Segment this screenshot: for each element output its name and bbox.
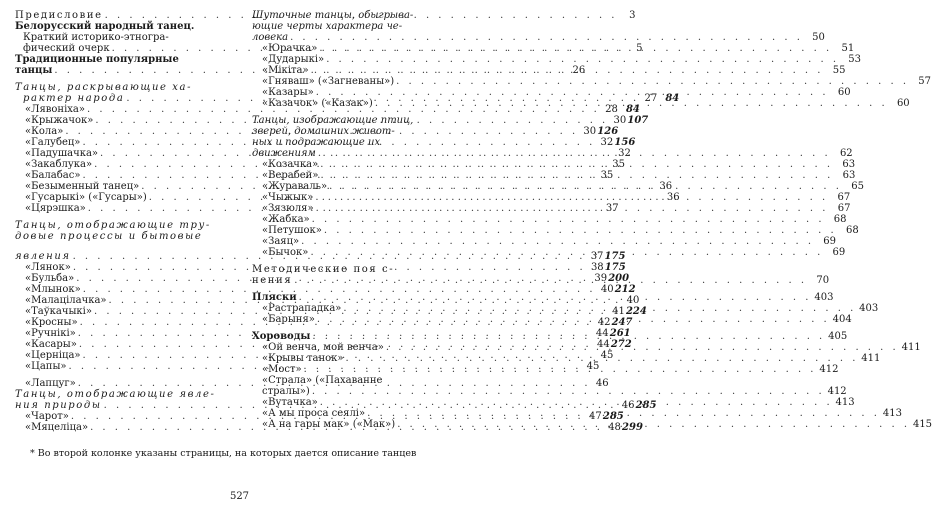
toc-description-page-number: 272 (610, 339, 632, 350)
dot-leader (318, 397, 833, 408)
toc-entry (15, 82, 237, 93)
toc-entry (252, 10, 468, 21)
dot-leader (299, 236, 814, 247)
toc-entry-title: «Заяц» (262, 236, 300, 247)
dot-leader (315, 314, 830, 325)
toc-page-number: 37 (605, 203, 619, 214)
toc-description-page-number: 261 (609, 328, 631, 339)
toc-entry-title: ющие черты характера че- (252, 21, 403, 32)
toc-entry-title: «Закаблука» (25, 159, 93, 170)
toc-entry-title: «Гусарыкі» («Гусары») (25, 192, 147, 203)
toc-entry-title: Методические поя с- (252, 264, 395, 275)
toc-page-number: 30 (613, 115, 627, 126)
toc-entry-title: «Лявоніха» (25, 104, 86, 115)
toc-page-number: 412 (819, 364, 839, 375)
toc-page-number: 63 (842, 159, 856, 170)
toc-description-page-number: 175 (604, 262, 626, 273)
toc-entry-title: «Таўкачыкі» (25, 306, 92, 317)
toc-entry-title: «Цярэшка» (25, 203, 86, 214)
toc-page-number: 63 (842, 170, 856, 181)
toc-entry (252, 137, 468, 148)
toc-entry-title: «Юрачка» (262, 43, 318, 54)
dot-leader (302, 364, 817, 375)
toc-page-number: 415 (912, 419, 932, 430)
toc-description-page-number: 126 (597, 126, 619, 137)
dot-leader (341, 303, 856, 314)
toc-entry-title: Белорусский народный танец. (15, 21, 195, 32)
toc-entry-title: ния природы (15, 400, 102, 411)
toc-entry-title: рактер народа (23, 93, 125, 104)
toc-page-number: 413 (882, 408, 902, 419)
toc-entry-title: «Лянок» (25, 262, 71, 273)
dot-leader (344, 353, 859, 364)
toc-entry (252, 87, 851, 98)
toc-entry (252, 21, 468, 32)
toc-entry-title: «Зязюля» (262, 203, 314, 214)
dot-leader (313, 192, 828, 203)
dot-leader (297, 292, 812, 303)
toc-page-number: 32 (618, 148, 631, 159)
toc-page-number: 411 (901, 342, 921, 353)
footnote: * Во второй колонке указаны страницы, на которых дается описание танцев (30, 448, 417, 459)
toc-entry-title: «Балабас» (25, 170, 81, 181)
toc-entry-title: движениям (252, 148, 316, 159)
dot-leader (310, 331, 825, 342)
toc-page-number: 53 (848, 54, 862, 65)
toc-entry-title: «Малацілачка» (25, 295, 107, 306)
toc-page-number: 47 (589, 411, 602, 422)
toc-entry (252, 76, 932, 87)
dot-leader (309, 65, 824, 76)
toc-entry (252, 236, 837, 247)
toc-entry-title: «Галубец» (25, 137, 81, 148)
toc-page-number: 30 (583, 126, 597, 137)
toc-entry-title: явления (15, 251, 71, 262)
toc-entry-title: «Страла» («Пахаванне (262, 375, 383, 386)
toc-entry-title: «Барыня» (262, 314, 315, 325)
dot-leader (318, 170, 833, 181)
toc-page-number: 40 (600, 284, 614, 295)
toc-entry-title: Шуточные танцы, обыгрыва- (252, 10, 414, 21)
toc-entry-title: «Кола» (25, 126, 64, 137)
dot-leader (322, 225, 837, 236)
toc-entry-title: «Чыжык» (262, 192, 314, 203)
toc-entry-title: «Мікіта» (262, 65, 309, 76)
toc-description-page-number: 212 (614, 284, 636, 295)
toc-page-number: 46 (621, 400, 635, 411)
toc-entry-title: Краткий историко-этногра- (23, 32, 169, 43)
toc-page-number: 44 (595, 328, 609, 339)
toc-page-number: 57 (918, 76, 932, 87)
toc-entry-title: Пляски (252, 292, 297, 303)
toc-page-number: 404 (832, 314, 852, 325)
toc-entry-title: Традиционные популярные (15, 54, 179, 65)
toc-entry-title: «Жураваль» (262, 181, 328, 192)
toc-entry (252, 375, 468, 386)
toc-description-page-number: 84 (625, 104, 640, 115)
toc-page-number: 36 (659, 181, 673, 192)
toc-page-number: 3 (629, 10, 636, 21)
toc-page-number: 70 (816, 275, 830, 286)
toc-page-number: 35 (612, 159, 625, 170)
toc-page-number: 5 (636, 43, 643, 54)
toc-page-number: 405 (828, 331, 848, 342)
page-number: 527 (229, 491, 250, 502)
toc-page-number: 55 (832, 65, 846, 76)
toc-entry-title: Танцы, отображающие явле- (15, 389, 216, 400)
toc-entry (252, 225, 859, 236)
toc-entry-title: «Козачка» (262, 159, 319, 170)
toc-page-number: 68 (845, 225, 859, 236)
toc-entry-title: Танцы, изображающие птиц, (252, 115, 414, 126)
toc-page-number: 40 (626, 295, 640, 306)
toc-page-number: 62 (839, 148, 853, 159)
dot-leader (314, 87, 829, 98)
toc-entry (252, 54, 862, 65)
toc-entry-title: «Падушачка» (25, 148, 99, 159)
toc-entry-title: стралы») (262, 386, 310, 397)
toc-entry-title: «Ой венча, мой венча» (262, 342, 384, 353)
toc-entry-title: «Дударыкі» (262, 54, 325, 65)
toc-entry (252, 264, 468, 275)
toc-entry-title: фический очерк (23, 43, 110, 54)
toc-entry-title: ных и подражающие их (252, 137, 381, 148)
toc-entry (15, 284, 636, 295)
toc-description-page-number: 107 (627, 115, 649, 126)
toc-entry-title: «Безыменный танец» (25, 181, 140, 192)
toc-entry-title: Предисловие (15, 10, 103, 21)
toc-description-page-number: 299 (622, 422, 643, 433)
toc-page-number: 69 (823, 236, 837, 247)
toc-entry-title: «Чарот» (25, 411, 69, 422)
toc-entry-title: «Вутачка» (262, 397, 318, 408)
toc-entry-title: «Касары» (25, 339, 77, 350)
toc-entry-title: «Жабка» (262, 214, 310, 225)
toc-page-number: 46 (595, 378, 609, 389)
toc-entry-title: нения (252, 275, 293, 286)
toc-description-page-number: 156 (614, 137, 636, 148)
dot-leader (308, 247, 823, 258)
toc-entry-title: «Крывы танок» (262, 353, 344, 364)
toc-page-number: 44 (596, 339, 610, 350)
toc-page-number: 67 (837, 203, 851, 214)
toc-entry-title: Танцы, раскрывающие ха- (15, 82, 193, 93)
toc-entry-title: «Казачок» («Казак») (262, 98, 373, 109)
toc-description-page-number: 175 (604, 251, 626, 262)
toc-page-number: 36 (666, 192, 680, 203)
dot-leader (384, 342, 899, 353)
toc-description-page-number: 285 (602, 411, 624, 422)
dot-leader (316, 148, 831, 159)
toc-page-number: 65 (851, 181, 864, 192)
toc-entry-title: Танцы, отображающие тру- (15, 220, 211, 231)
dot-leader (314, 203, 829, 214)
toc-page-number: 26 (572, 65, 586, 76)
toc-entry (252, 292, 834, 303)
dot-leader (318, 159, 833, 170)
toc-entry-title: зверей, домашних живот- (252, 126, 395, 137)
toc-entry-title: «А мы проса сеялі» (262, 408, 366, 419)
toc-entry (15, 231, 237, 242)
toc-entry-title: «Растрападка» (262, 303, 342, 314)
toc-page-number: 45 (600, 350, 614, 361)
toc-entry (252, 214, 847, 225)
toc-description-page-number: 200 (608, 273, 630, 284)
toc-entry (15, 104, 640, 115)
toc-entry-title: «Цапы» (25, 361, 67, 372)
toc-entry-title: «Бычок» (262, 247, 309, 258)
toc-entry-title: «Бульба» (25, 273, 75, 284)
toc-entry-title: ловека (252, 32, 289, 43)
dot-leader (324, 54, 839, 65)
toc-page-number: 42 (597, 317, 611, 328)
toc-entry-title: «Церніца» (25, 350, 81, 361)
toc-page-number: 37 (590, 251, 604, 262)
toc-entry-title: «Крыжачок» (25, 115, 94, 126)
toc-entry-title: довые процессы и бытовые (15, 231, 203, 242)
toc-entry (252, 43, 855, 54)
toc-entry (15, 32, 237, 43)
toc-page-number: 51 (841, 43, 855, 54)
toc-page-number: 60 (896, 98, 910, 109)
dot-leader (394, 76, 909, 87)
toc-page-number: 28 (605, 104, 618, 115)
toc-entry (252, 386, 847, 397)
toc-description-page-number: 224 (625, 306, 647, 317)
toc-description-page-number: 285 (635, 400, 657, 411)
toc-page-number: 50 (812, 32, 825, 43)
dot-leader (395, 419, 910, 430)
toc-entry (15, 54, 237, 65)
toc-entry (252, 115, 468, 126)
toc-page-number: 39 (594, 273, 608, 284)
toc-entry-title: «Ручнікі» (25, 328, 76, 339)
dot-leader (310, 214, 825, 225)
toc-page-number: 41 (612, 306, 625, 317)
toc-entry-title: «Верабей» (262, 170, 319, 181)
toc-entry (252, 32, 825, 43)
toc-entry-title: Хороводы (252, 331, 311, 342)
toc-description-page-number: 84 (665, 93, 680, 104)
toc-entry (15, 21, 237, 32)
dot-leader (292, 275, 807, 286)
toc-entry-title: «Мяцеліца» (25, 422, 89, 433)
toc-page-number: 32 (600, 137, 614, 148)
toc-page-number: 412 (827, 386, 847, 397)
toc-page-number: 69 (832, 247, 846, 258)
toc-description-page-number: 247 (611, 317, 633, 328)
toc-page-number: 27 (644, 93, 658, 104)
toc-entry-title: «Кросны» (25, 317, 78, 328)
toc-page-number: 45 (586, 361, 600, 372)
toc-page-number: 68 (833, 214, 847, 225)
toc-page-number: 35 (600, 170, 614, 181)
toc-page-number: 48 (608, 422, 621, 433)
spacer (15, 242, 237, 251)
dot-leader (288, 32, 803, 43)
toc-entry-title: танцы (15, 65, 53, 76)
toc-entry-title: «Гняваш» («Загневаны») (262, 76, 395, 87)
dot-leader (317, 43, 832, 54)
toc-entry-title: «Мост» (262, 364, 302, 375)
toc-page-number: 38 (590, 262, 604, 273)
toc-entry-title: «Млынок» (25, 284, 81, 295)
toc-entry-title: «Петушок» (262, 225, 322, 236)
dot-leader (310, 386, 825, 397)
toc-page-number: 67 (837, 192, 851, 203)
dot-leader (373, 98, 888, 109)
toc-entry-title: «Казары» (262, 87, 314, 98)
dot-leader (327, 181, 842, 192)
toc-page-number: 403 (859, 303, 879, 314)
toc-entry (15, 389, 237, 400)
toc-page-number: 413 (835, 397, 855, 408)
dot-leader (365, 408, 880, 419)
toc-page-number: 60 (837, 87, 851, 98)
toc-page-number: 411 (861, 353, 881, 364)
toc-entry-title: «А на гары мак» («Мак») (262, 419, 396, 430)
toc-entry-title: «Лапцуг» (25, 378, 76, 389)
toc-page-number: 403 (814, 292, 834, 303)
toc-entry (252, 126, 468, 137)
toc-entry (15, 220, 237, 231)
